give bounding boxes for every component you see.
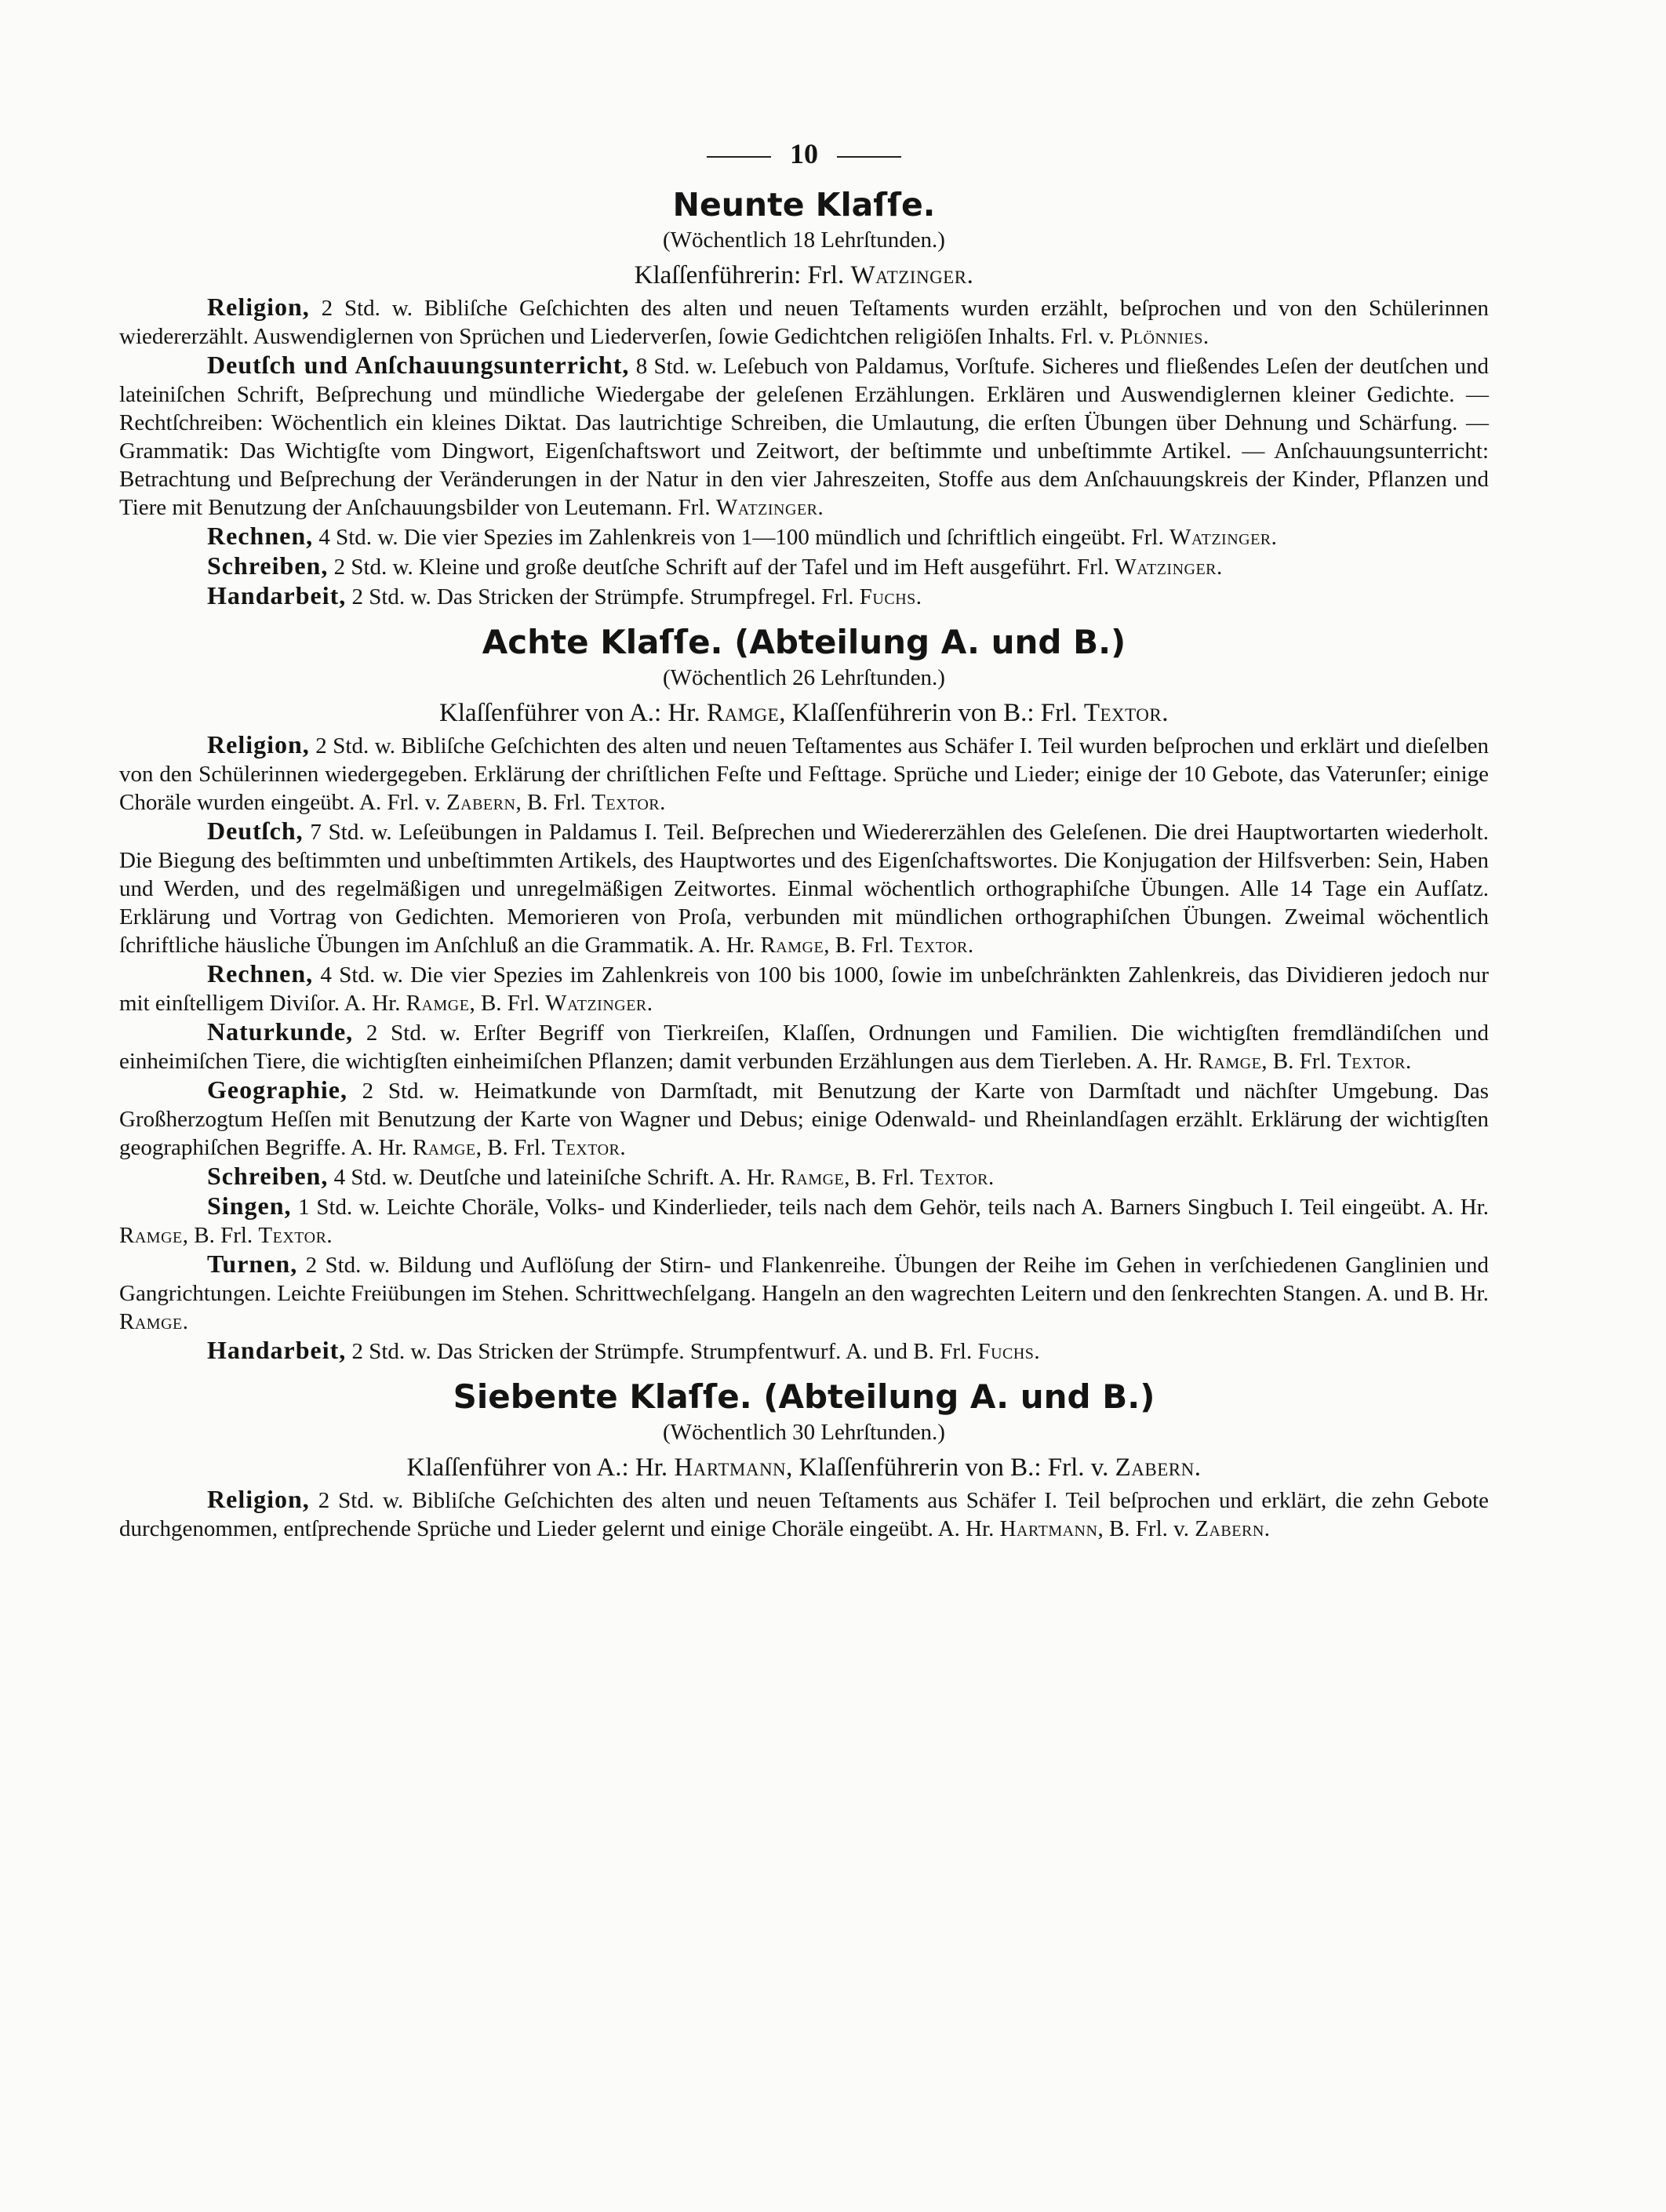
class-leader-name: Watzinger.	[850, 261, 974, 289]
subject-paragraph	[119, 817, 1489, 959]
subject-paragraph	[119, 1162, 1489, 1191]
subject-body: 2 Std. w. Heimatkunde von Darmſtadt, mit Benutzung der Karte von Darmſtadt und nächſter Umgebung. Das Großherzogtum Heſſen mit Benutzung der Karte von Wagner und Debus; einige Odenwald- und Rheinlandſagen erzählt. Erklärung der wichtigſten geographiſchen Begriffe. A. Hr.	[119, 1079, 1489, 1160]
subject-tail: , B. Frl.	[844, 1165, 920, 1190]
page-number: 10	[790, 138, 818, 169]
teacher-name: Ramge	[406, 991, 470, 1016]
section-neunte-klasse	[119, 184, 1489, 611]
section-title: Siebente Klaſſe. (Abteilung A. und B.)	[453, 1377, 1155, 1416]
subject-paragraph	[119, 551, 1489, 581]
teacher-name: Plönnies.	[1120, 324, 1209, 349]
teacher-name-2: Watzinger.	[545, 991, 653, 1016]
subject-name: Schreiben,	[207, 1162, 329, 1190]
subject-name: Geographie,	[207, 1075, 347, 1104]
subject-body: 2 Std. w. Das Stricken der Strümpfe. Strumpfentwurf. A. und B. Frl.	[346, 1339, 978, 1364]
teacher-name-2: Textor.	[1337, 1049, 1412, 1074]
teacher-name: Ramge	[760, 933, 824, 958]
subject-name: Schreiben,	[207, 551, 329, 580]
teacher-name-2: Zabern.	[1195, 1516, 1271, 1541]
teacher-name: Zabern	[446, 790, 516, 815]
teacher-name: Hartmann	[999, 1516, 1098, 1541]
subject-name: Handarbeit,	[207, 581, 347, 609]
section-hours: (Wöchentlich 30 Lehrſtunden.)	[663, 1420, 945, 1445]
subject-body: 8 Std. w. Leſebuch von Paldamus, Vorſtufe. Sicheres und fließendes Leſen der deutſchen und lateiniſchen Schrift, Beſprechung und mündliche Wiedergabe der geleſenen Erzählungen. Erklären und Auswendiglernen kleiner Gedichte. — Rechtſchreiben: Wöchentlich ein kleines Diktat. Das lautrichtige Schreiben, die Umlautung, die erſten Übungen über Dehnung und Schärfung. — Grammatik: Das Wichtigſte vom Dingwort, Eigenſchaftswort und Zeitwort, der beſtimmte und unbeſtimmte Artikel. — Anſchauungsunterricht: Betrachtung und Beſprechung der Veränderungen in der Natur in den vier Jahreszeiten, Stoffe aus dem Anſchauungskreis der Kinder, Pflanzen und Tiere mit Benutzung der Anſchauungsbilder von Leutemann. Frl.	[119, 354, 1489, 520]
subject-body: 4 Std. w. Die vier Spezies im Zahlenkreis von 1—100 mündlich und ſchriftlich eingeübt. Frl.	[313, 525, 1169, 550]
class-leader-name: Hartmann	[674, 1453, 787, 1482]
subject-name: Deutſch,	[207, 817, 304, 845]
subject-name: Naturkunde,	[207, 1017, 354, 1046]
teacher-name: Ramge	[1198, 1049, 1262, 1074]
subject-body: 4 Std. w. Deutſche und lateiniſche Schrift. A. Hr.	[328, 1165, 781, 1190]
teacher-name-2: Textor.	[551, 1135, 627, 1160]
class-leader-mid: , Klaſſenführerin von B.: Frl. v.	[786, 1453, 1109, 1482]
subject-paragraph	[119, 1250, 1489, 1336]
subject-paragraph	[119, 959, 1489, 1017]
teacher-name: Ramge	[119, 1223, 183, 1248]
subject-body: 4 Std. w. Die vier Spezies im Zahlenkreis von 100 bis 1000, ſowie im unbeſchränkten Zahlenkreis, das Dividieren jedoch nur mit einſtelligem Diviſor. A. Hr.	[119, 962, 1489, 1016]
teacher-name: Fuchs.	[859, 584, 922, 609]
subject-name: Religion,	[207, 730, 310, 759]
subject-body: 2 Std. w. Bibliſche Geſchichten des alten und neuen Teſtaments wurden erzählt, beſprochen und von den Schülerinnen wiedererzählt. Auswendiglernen von Sprüchen und Liederverſen, ſowie Gedichtchen religiöſen Inhalts. Frl. v.	[119, 296, 1489, 349]
subject-name: Deutſch und Anſchauungsunterricht,	[207, 351, 630, 379]
subject-name: Singen,	[207, 1191, 292, 1220]
subject-paragraph	[119, 730, 1489, 817]
class-leader	[119, 1450, 1489, 1485]
teacher-name: Fuchs.	[977, 1339, 1041, 1364]
class-leader	[119, 258, 1489, 293]
class-leader	[119, 696, 1489, 730]
subject-paragraph	[119, 1485, 1489, 1543]
subject-name: Rechnen,	[207, 522, 314, 550]
dash-right	[837, 156, 901, 158]
page-number-line	[119, 137, 1489, 170]
teacher-name: Ramge	[780, 1165, 845, 1190]
subject-paragraph	[119, 1336, 1489, 1366]
class-leader-name: Ramge	[706, 699, 780, 727]
subject-name: Religion,	[207, 293, 310, 321]
class-leader-prefix: Klaſſenführerin: Frl.	[634, 261, 845, 289]
subject-paragraph	[119, 581, 1489, 611]
teacher-name-2: Textor.	[258, 1223, 333, 1248]
teacher-name: Watzinger.	[715, 495, 824, 520]
subject-body: 2 Std. w. Bibliſche Geſchichten des alten und neuen Teſtamentes aus Schäfer I. Teil wurden beſprochen und erklärt und dieſelben von den Schülerinnen wiedergegeben. Erklärung der chriſtlichen Feſte und Feſttage. Sprüche und Lieder; einige der 10 Gebote, das Vaterunſer; einige Choräle wurden eingeübt. A. Frl. v.	[119, 733, 1489, 815]
teacher-name: Watzinger.	[1169, 525, 1278, 550]
subject-name: Rechnen,	[207, 959, 314, 988]
teacher-name-2: Textor.	[591, 790, 666, 815]
teacher-name-2: Textor.	[919, 1165, 995, 1190]
subject-paragraph	[119, 351, 1489, 522]
subject-tail: , B. Frl.	[469, 991, 546, 1016]
subject-paragraph	[119, 522, 1489, 551]
subject-paragraph	[119, 293, 1489, 351]
subject-body: 2 Std. w. Bibliſche Geſchichten des alten und neuen Teſtaments aus Schäfer I. Teil beſprochen und erklärt, die zehn Gebote durchgenommen, entſprechende Sprüche und Lieder gelernt und einige Choräle eingeübt. A. Hr.	[119, 1488, 1489, 1541]
class-leader-prefix: Klaſſenführer von A.: Hr.	[406, 1453, 668, 1482]
subject-name: Turnen,	[207, 1250, 298, 1278]
document-page	[119, 137, 1489, 2177]
teacher-name: Ramge.	[119, 1309, 189, 1334]
section-title: Achte Klaſſe. (Abteilung A. und B.)	[482, 623, 1126, 661]
section-hours: (Wöchentlich 18 Lehrſtunden.)	[663, 227, 945, 253]
subject-paragraph	[119, 1075, 1489, 1162]
subject-name: Religion,	[207, 1485, 310, 1513]
subject-paragraph	[119, 1017, 1489, 1075]
class-leader-name-2: Textor.	[1083, 699, 1169, 727]
subject-tail: , B. Frl.	[515, 790, 592, 815]
teacher-name-2: Textor.	[899, 933, 974, 958]
subject-name: Handarbeit,	[207, 1336, 347, 1364]
subject-body: 7 Std. w. Leſeübungen in Paldamus I. Teil. Beſprechen und Wiedererzählen des Geleſenen. Die drei Hauptwortarten wiederholt. Die Biegung des beſtimmten und unbeſtimmten Artikels, des Hauptwortes und des Eigenſchaftswortes. Die Konjugation der Hilfsverben: Sein, Haben und Werden, und des regelmäßigen und unregelmäßigen Zeitwortes. Einmal wöchentlich orthographiſche Übungen. Alle 14 Tage ein Aufſatz. Erklärung und Vortrag von Gedichten. Memorieren von Proſa, verbunden mit mündlichen orthographiſchen Übungen. Zweimal wöchentlich ſchriftliche häusliche Übungen im Anſchluß an die Grammatik. A. Hr.	[119, 820, 1489, 958]
section-siebente-klasse	[119, 1377, 1489, 1543]
subject-tail: , B. Frl.	[182, 1223, 259, 1248]
subject-tail: , B. Frl.	[1261, 1049, 1337, 1074]
subject-paragraph	[119, 1191, 1489, 1250]
subject-body: 2 Std. w. Kleine und große deutſche Schrift auf der Tafel und im Heft ausgeführt. Frl.	[328, 555, 1115, 580]
subject-tail: , B. Frl.	[824, 933, 900, 958]
section-hours: (Wöchentlich 26 Lehrſtunden.)	[663, 665, 945, 690]
dash-left	[707, 156, 771, 158]
subject-body: 2 Std. w. Das Stricken der Strümpfe. Strumpfregel. Frl.	[346, 584, 860, 609]
subject-tail: , B. Frl.	[475, 1135, 552, 1160]
class-leader-name-2: Zabern.	[1115, 1453, 1202, 1482]
class-leader-mid: , Klaſſenführerin von B.: Frl.	[779, 699, 1078, 727]
teacher-name: Ramge	[412, 1135, 476, 1160]
subject-body: 1 Std. w. Leichte Choräle, Volks- und Kinderlieder, teils nach dem Gehör, teils nach A. Barners Singbuch I. Teil eingeübt. A. Hr.	[291, 1195, 1489, 1220]
class-leader-prefix: Klaſſenführer von A.: Hr.	[439, 699, 700, 727]
teacher-name: Watzinger.	[1115, 555, 1223, 580]
subject-tail: , B. Frl. v.	[1097, 1516, 1195, 1541]
section-achte-klasse	[119, 622, 1489, 1366]
subject-body: 2 Std. w. Bildung und Auflöſung der Stirn- und Flankenreihe. Übungen der Reihe im Gehen in verſchiedenen Ganglinien und Gangrichtungen. Leichte Freiübungen im Stehen. Schrittwechſelgang. Hangeln an den wagrechten Leitern und den ſenkrechten Stangen. A. und B. Hr.	[119, 1253, 1489, 1306]
subject-body: 2 Std. w. Erſter Begriff von Tierkreiſen, Klaſſen, Ordnungen und Familien. Die wichtigſten fremdländiſchen und einheimiſchen Tiere, die wichtigſten einheimiſchen Pflanzen; damit verbunden Erzählungen aus dem Tierleben. A. Hr.	[119, 1021, 1489, 1074]
section-title: Neunte Klaſſe.	[672, 186, 936, 224]
